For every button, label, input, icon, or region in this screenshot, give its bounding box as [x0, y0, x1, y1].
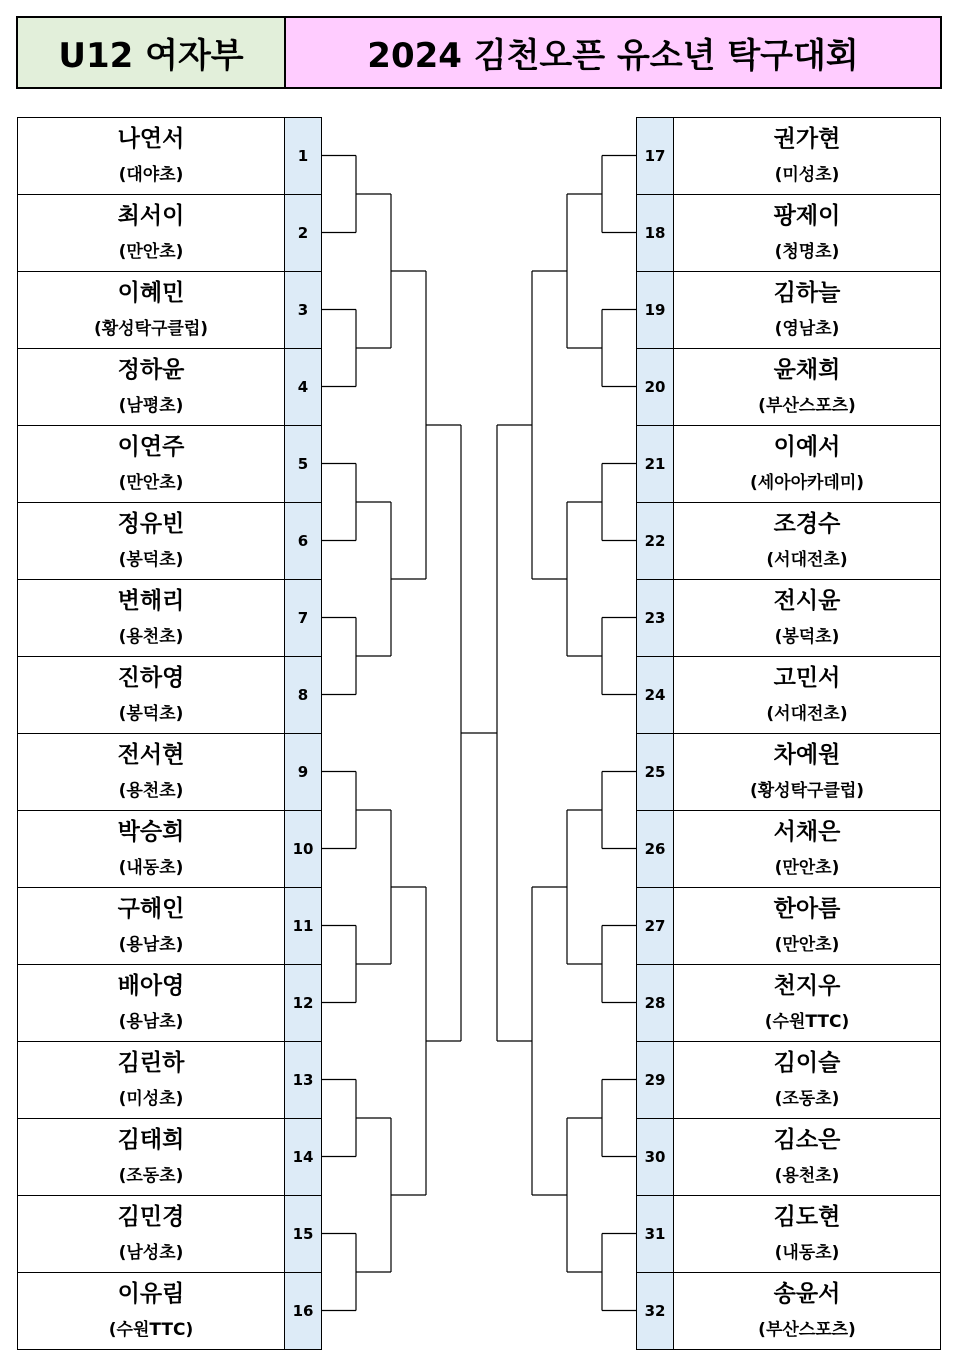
player-club: (서대전초) [766, 704, 848, 724]
player-name: 최서이 [117, 203, 185, 229]
player-club: (수원TTC) [108, 1320, 194, 1340]
player-name: 진하영 [117, 665, 185, 691]
player-name: 이연주 [117, 434, 185, 460]
player-club: (만안초) [118, 242, 184, 262]
seed-number: 6 [284, 502, 322, 580]
player-club: (용남초) [118, 935, 184, 955]
seed-number: 9 [284, 733, 322, 811]
player-club: (봉덕초) [118, 704, 184, 724]
player-club: (청명초) [774, 242, 840, 262]
player-name: 전시윤 [773, 588, 841, 614]
player-club: (용천초) [774, 1166, 840, 1186]
seed-number: 27 [636, 887, 674, 965]
player-club: (부산스포츠) [758, 1320, 856, 1340]
player-name: 이유림 [117, 1281, 185, 1307]
seed-number: 3 [284, 271, 322, 349]
player-name: 고민서 [773, 665, 841, 691]
player-club: (만안초) [118, 473, 184, 493]
player-name: 김소은 [773, 1127, 841, 1153]
player-name: 이예서 [773, 434, 841, 460]
seed-number: 4 [284, 348, 322, 426]
player-name: 김태희 [117, 1127, 185, 1153]
seed-number: 22 [636, 502, 674, 580]
seed-number: 12 [284, 964, 322, 1042]
category-text: U12 여자부 [58, 36, 244, 76]
player-club: (황성탁구클럽) [749, 781, 865, 801]
player-club: (만안초) [774, 935, 840, 955]
player-name: 나연서 [117, 126, 185, 152]
player-name: 전서현 [117, 742, 185, 768]
seed-number: 31 [636, 1195, 674, 1273]
player-name: 팡제이 [773, 203, 841, 229]
seed-number: 10 [284, 810, 322, 888]
seed-number: 28 [636, 964, 674, 1042]
seed-number: 26 [636, 810, 674, 888]
player-name: 조경수 [773, 511, 841, 537]
player-name: 이혜민 [117, 280, 185, 306]
player-name: 정하윤 [117, 357, 185, 383]
seed-number: 13 [284, 1041, 322, 1119]
seed-number: 16 [284, 1272, 322, 1350]
player-club: (용천초) [118, 781, 184, 801]
seed-number: 24 [636, 656, 674, 734]
player-club: (미성초) [118, 1089, 184, 1109]
player-name: 권가현 [773, 126, 841, 152]
player-name: 차예원 [773, 742, 841, 768]
player-club: (봉덕초) [118, 550, 184, 570]
seed-number: 19 [636, 271, 674, 349]
seed-number: 21 [636, 425, 674, 503]
seed-number: 8 [284, 656, 322, 734]
player-club: (용천초) [118, 627, 184, 647]
player-club: (남성초) [118, 1243, 184, 1263]
player-club: (남평초) [118, 396, 184, 416]
seed-number: 1 [284, 117, 322, 195]
player-name: 천지우 [773, 973, 841, 999]
player-name: 박승희 [117, 819, 185, 845]
player-club: (용남초) [118, 1012, 184, 1032]
seed-number: 23 [636, 579, 674, 657]
player-name: 송윤서 [773, 1281, 841, 1307]
player-club: (내동초) [774, 1243, 840, 1263]
player-name: 김이슬 [773, 1050, 841, 1076]
seed-number: 14 [284, 1118, 322, 1196]
player-name: 변해리 [117, 588, 185, 614]
player-club: (황성탁구클럽) [93, 319, 209, 339]
player-club: (세아아카데미) [749, 473, 865, 493]
player-club: (미성초) [774, 165, 840, 185]
seed-number: 29 [636, 1041, 674, 1119]
player-club: (조동초) [118, 1166, 184, 1186]
seed-number: 2 [284, 194, 322, 272]
player-name: 배아영 [117, 973, 185, 999]
player-name: 윤채희 [773, 357, 841, 383]
player-club: (수원TTC) [764, 1012, 850, 1032]
seed-number: 18 [636, 194, 674, 272]
player-club: (내동초) [118, 858, 184, 878]
player-club: (만안초) [774, 858, 840, 878]
player-club: (영남초) [774, 319, 840, 339]
seed-number: 20 [636, 348, 674, 426]
player-name: 정유빈 [117, 511, 185, 537]
player-club: (대야초) [118, 165, 184, 185]
player-club: (봉덕초) [774, 627, 840, 647]
seed-number: 7 [284, 579, 322, 657]
player-name: 김하늘 [773, 280, 841, 306]
player-name: 김도현 [773, 1204, 841, 1230]
player-name: 서채은 [773, 819, 841, 845]
seed-number: 15 [284, 1195, 322, 1273]
player-name: 김민경 [117, 1204, 185, 1230]
seed-number: 11 [284, 887, 322, 965]
player-name: 김린하 [117, 1050, 185, 1076]
seed-number: 5 [284, 425, 322, 503]
seed-number: 32 [636, 1272, 674, 1350]
seed-number: 25 [636, 733, 674, 811]
player-name: 한아름 [773, 896, 841, 922]
player-club: (서대전초) [766, 550, 848, 570]
tournament-title-text: 2024 김천오픈 유소년 탁구대회 [367, 36, 859, 76]
player-club: (부산스포츠) [758, 396, 856, 416]
player-name: 구해인 [117, 896, 185, 922]
player-club: (조동초) [774, 1089, 840, 1109]
seed-number: 17 [636, 117, 674, 195]
seed-number: 30 [636, 1118, 674, 1196]
